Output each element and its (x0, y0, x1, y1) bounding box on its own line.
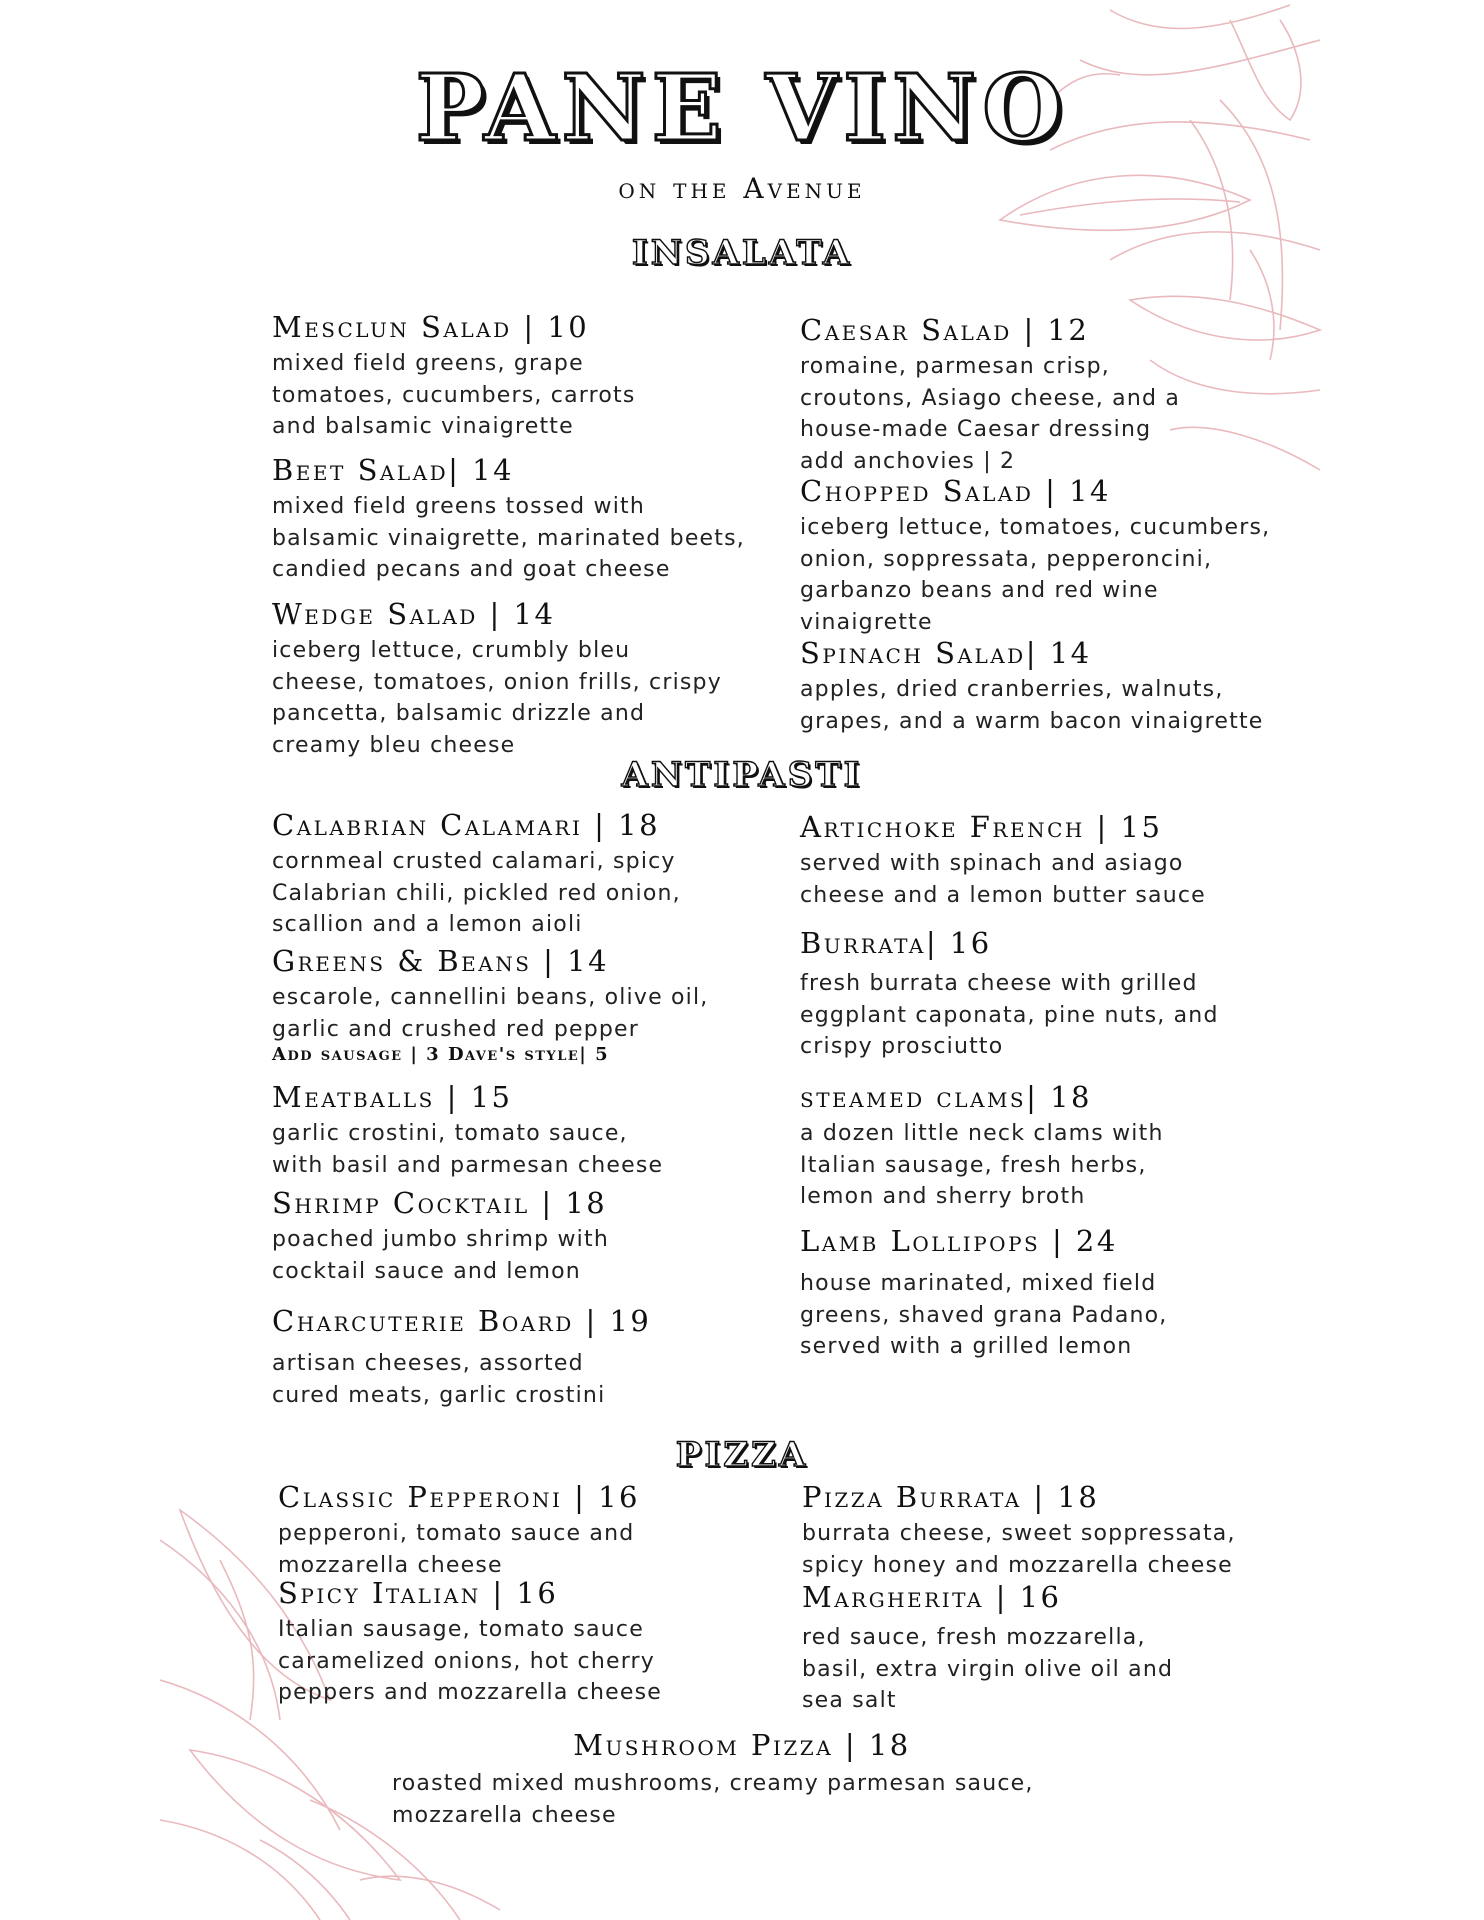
item-name: Shrimp Cocktail | 18 (272, 1186, 608, 1220)
item-description: a dozen little neck clams with Italian sausage, fresh herbs, lemon and sherry broth (800, 1121, 1164, 1209)
section-title-antipasti: ANTIPASTI (621, 755, 863, 795)
item-name: Classic Pepperoni | 16 (278, 1480, 640, 1514)
item-description: red sauce, fresh mozzarella, basil, extra virgin olive oil and sea salt (802, 1625, 1174, 1713)
item-description: mixed field greens, grape tomatoes, cucumbers, carrots and balsamic vinaigrette (272, 351, 636, 439)
menu-item (278, 1480, 640, 1581)
item-description: escarole, cannellini beans, olive oil, garlic and crushed red pepper (272, 985, 709, 1042)
item-name: Artichoke French | 15 (800, 810, 1163, 844)
menu-item (802, 1580, 1173, 1717)
item-description: garlic crostini, tomato sauce, with basil and parmesan cheese (272, 1121, 664, 1178)
menu-page (160, 0, 1324, 1920)
item-description: Italian sausage, tomato sauce caramelized onions, hot cherry peppers and mozzarella cheese (278, 1617, 663, 1705)
item-description: fresh burrata cheese with grilled eggplant caponata, pine nuts, and crispy prosciutto (800, 971, 1219, 1059)
menu-item (272, 597, 722, 761)
item-description: cornmeal crusted calamari, spicy Calabrian chili, pickled red onion, scallion and a lemon aioli (272, 849, 681, 937)
menu-item (800, 474, 1270, 638)
item-name: Lamb Lollipops | 24 (800, 1224, 1118, 1258)
menu-item (272, 453, 745, 586)
item-name: Margherita | 16 (802, 1580, 1062, 1614)
section-title-pizza: PIZZA (675, 1435, 809, 1475)
menu-item (800, 1080, 1164, 1213)
menu-item (800, 636, 1264, 737)
item-name: Caesar Salad | 12 (800, 313, 1090, 347)
item-description: iceberg lettuce, tomatoes, cucumbers, onion, soppressata, pepperoncini, garbanzo beans and red wine vinaigrette (800, 515, 1271, 635)
item-name: Greens & Beans | 14 (272, 944, 610, 978)
item-description: served with spinach and asiago cheese and a lemon butter sauce (800, 851, 1206, 908)
menu-item (272, 310, 636, 443)
menu-item (802, 1480, 1236, 1581)
item-description: roasted mixed mushrooms, creamy parmesan sauce, mozzarella cheese (392, 1771, 1034, 1828)
item-name: Charcuterie Board | 19 (272, 1304, 652, 1338)
item-description: mixed field greens tossed with balsamic vinaigrette, marinated beets, candied pecans and goat cheese (272, 494, 745, 582)
item-description: artisan cheeses, assorted cured meats, garlic crostini (272, 1351, 606, 1408)
menu-item (800, 1224, 1168, 1363)
menu-item (278, 1576, 662, 1709)
item-description: apples, dried cranberries, walnuts, grapes, and a warm bacon vinaigrette (800, 677, 1264, 734)
restaurant-tagline: on the Avenue (618, 172, 866, 205)
item-name: Spinach Salad| 14 (800, 636, 1092, 670)
menu-item (272, 944, 709, 1045)
restaurant-name: PANE VINO (415, 54, 1069, 162)
item-name: steamed clams| 18 (800, 1080, 1093, 1114)
item-name: Calabrian Calamari | 18 (272, 808, 661, 842)
item-name: Beet Salad| 14 (272, 453, 515, 487)
menu-item (272, 1080, 663, 1181)
item-name: Meatballs | 15 (272, 1080, 513, 1114)
menu-item (800, 313, 1180, 477)
menu-item (392, 1728, 1092, 1831)
item-description: burrata cheese, sweet soppressata, spicy honey and mozzarella cheese (802, 1521, 1236, 1578)
item-name: Burrata| 16 (800, 926, 992, 960)
menu-item (800, 810, 1206, 911)
item-name: Spicy Italian | 16 (278, 1576, 559, 1610)
item-description: poached jumbo shrimp with cocktail sauce and lemon (272, 1227, 609, 1284)
menu-item (272, 1186, 609, 1287)
item-name: Pizza Burrata | 18 (802, 1480, 1100, 1514)
add-on-options: Add sausage | 3 Dave's style| 5 (272, 1044, 610, 1065)
menu-item (800, 926, 1219, 1063)
item-name: Mushroom Pizza | 18 (573, 1728, 911, 1762)
item-name: Mesclun Salad | 10 (272, 310, 590, 344)
item-description: iceberg lettuce, crumbly bleu cheese, tomatoes, onion frills, crispy pancetta, balsamic drizzle and creamy bleu cheese (272, 638, 722, 758)
menu-item (272, 808, 681, 941)
item-name: Wedge Salad | 14 (272, 597, 556, 631)
item-description: romaine, parmesan crisp, croutons, Asiago cheese, and a house-made Caesar dressing add anchovies | 2 (800, 354, 1181, 474)
item-name: Chopped Salad | 14 (800, 474, 1111, 508)
menu-item (272, 1304, 651, 1411)
item-description: pepperoni, tomato sauce and mozzarella cheese (278, 1521, 635, 1578)
item-description: house marinated, mixed field greens, shaved grana Padano, served with a grilled lemon (800, 1271, 1168, 1359)
section-title-insalata: INSALATA (631, 233, 853, 273)
